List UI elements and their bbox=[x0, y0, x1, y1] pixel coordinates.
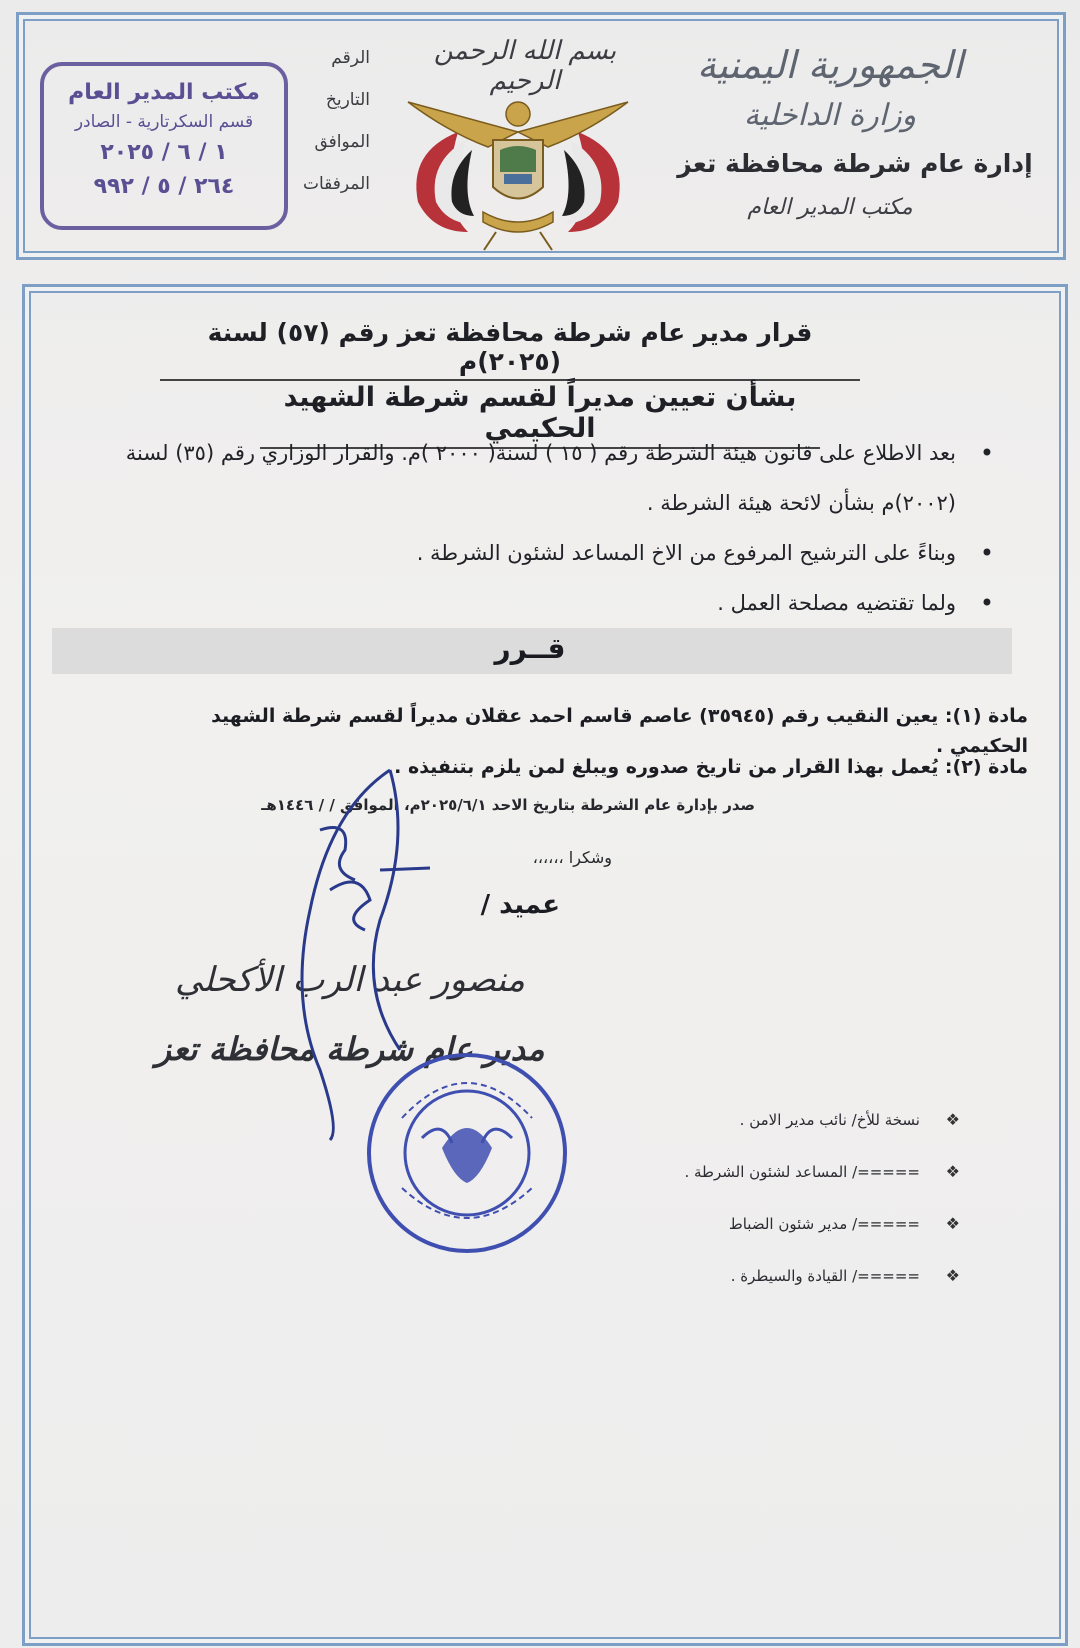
office-stamp bbox=[40, 62, 288, 230]
copy-recipient: ❖ =====/ المساعد لشئون الشرطة . bbox=[560, 1157, 960, 1209]
decision-subject: بشأن تعيين مديراً لقسم شرطة الشهيد الحكيمي bbox=[260, 382, 820, 449]
preamble-item: • ولما تقتضيه مصلحة العمل . bbox=[52, 578, 1000, 628]
yemen-eagle-emblem-icon bbox=[388, 92, 648, 252]
office-stamp-title: مكتب المدير العام bbox=[68, 80, 260, 105]
reference-label-number: الرقم bbox=[331, 48, 370, 68]
closing-thanks: وشكرا ،،،،،، bbox=[532, 848, 612, 867]
reference-label-date: التاريخ bbox=[325, 90, 370, 110]
issue-date-line: صدر بإدارة عام الشرطة بتاريخ الاحد ٢٠٢٥/٦/١م، الموافق / / ١٤٤٦هـ bbox=[261, 796, 755, 814]
signatory-title: مدير عام شرطة محافظة تعز bbox=[155, 1030, 545, 1068]
letterhead-right bbox=[670, 40, 1033, 230]
reference-label-attachments: المرفقات bbox=[302, 174, 370, 194]
signatory-rank: عميد / bbox=[480, 890, 560, 920]
ministry-name: وزارة الداخلية bbox=[743, 98, 917, 133]
copies-list bbox=[560, 1105, 960, 1313]
administration-name: إدارة عام شرطة محافظة تعز bbox=[677, 149, 1033, 178]
reference-label-corresponding: الموافق bbox=[314, 132, 370, 152]
reference-labels bbox=[290, 48, 370, 216]
office-stamp-section: قسم السكرتارية - الصادر bbox=[74, 112, 254, 132]
republic-name: الجمهورية اليمنية bbox=[696, 43, 964, 87]
copy-recipient: ❖ نسخة للأخ/ نائب مدير الامن . bbox=[560, 1105, 960, 1157]
office-name: مكتب المدير العام bbox=[747, 195, 913, 220]
signatory-name: منصور عبد الرب الأكحلي bbox=[175, 960, 525, 1000]
office-stamp-number: ٢٦٤ / ٥ / ٩٩٢ bbox=[93, 174, 235, 199]
copy-recipient: ❖ =====/ القيادة والسيطرة . bbox=[560, 1261, 960, 1313]
office-stamp-date: ١ / ٦ / ٢٠٢٥ bbox=[100, 140, 228, 165]
article-1: مادة (١): يعين النقيب رقم (٣٥٩٤٥) عاصم قاسم احمد عقلان مديراً لقسم شرطة الشهيد الحكيمي . bbox=[211, 705, 1028, 757]
official-round-stamp-icon bbox=[362, 1048, 572, 1258]
copy-recipient: ❖ =====/ مدير شئون الضباط bbox=[560, 1209, 960, 1261]
decision-heading: قــرر bbox=[494, 632, 566, 665]
preamble-item: • وبناءً على الترشيح المرفوع من الاخ المساعد لشئون الشرطة . bbox=[52, 528, 1000, 578]
article-2: مادة (٢): يُعمل بهذا القرار من تاريخ صدوره ويبلغ لمن يلزم بتنفيذه . bbox=[394, 756, 1028, 778]
preamble-list bbox=[52, 428, 1000, 628]
preamble-item: • بعد الاطلاع على قانون هيئة الشرطة رقم ( ١٥ ) لسنة( ٢٠٠٠ )م. والقرار الوزاري رقم (٣٥) لسنة (٢٠٠٢)م بشأن لائحة هيئة الشرطة . bbox=[52, 428, 1000, 528]
basmala: بسم الله الرحمن الرحيم bbox=[433, 36, 617, 96]
decision-title: قرار مدير عام شرطة محافظة تعز رقم (٥٧) لسنة (٢٠٢٥)م bbox=[160, 318, 860, 381]
